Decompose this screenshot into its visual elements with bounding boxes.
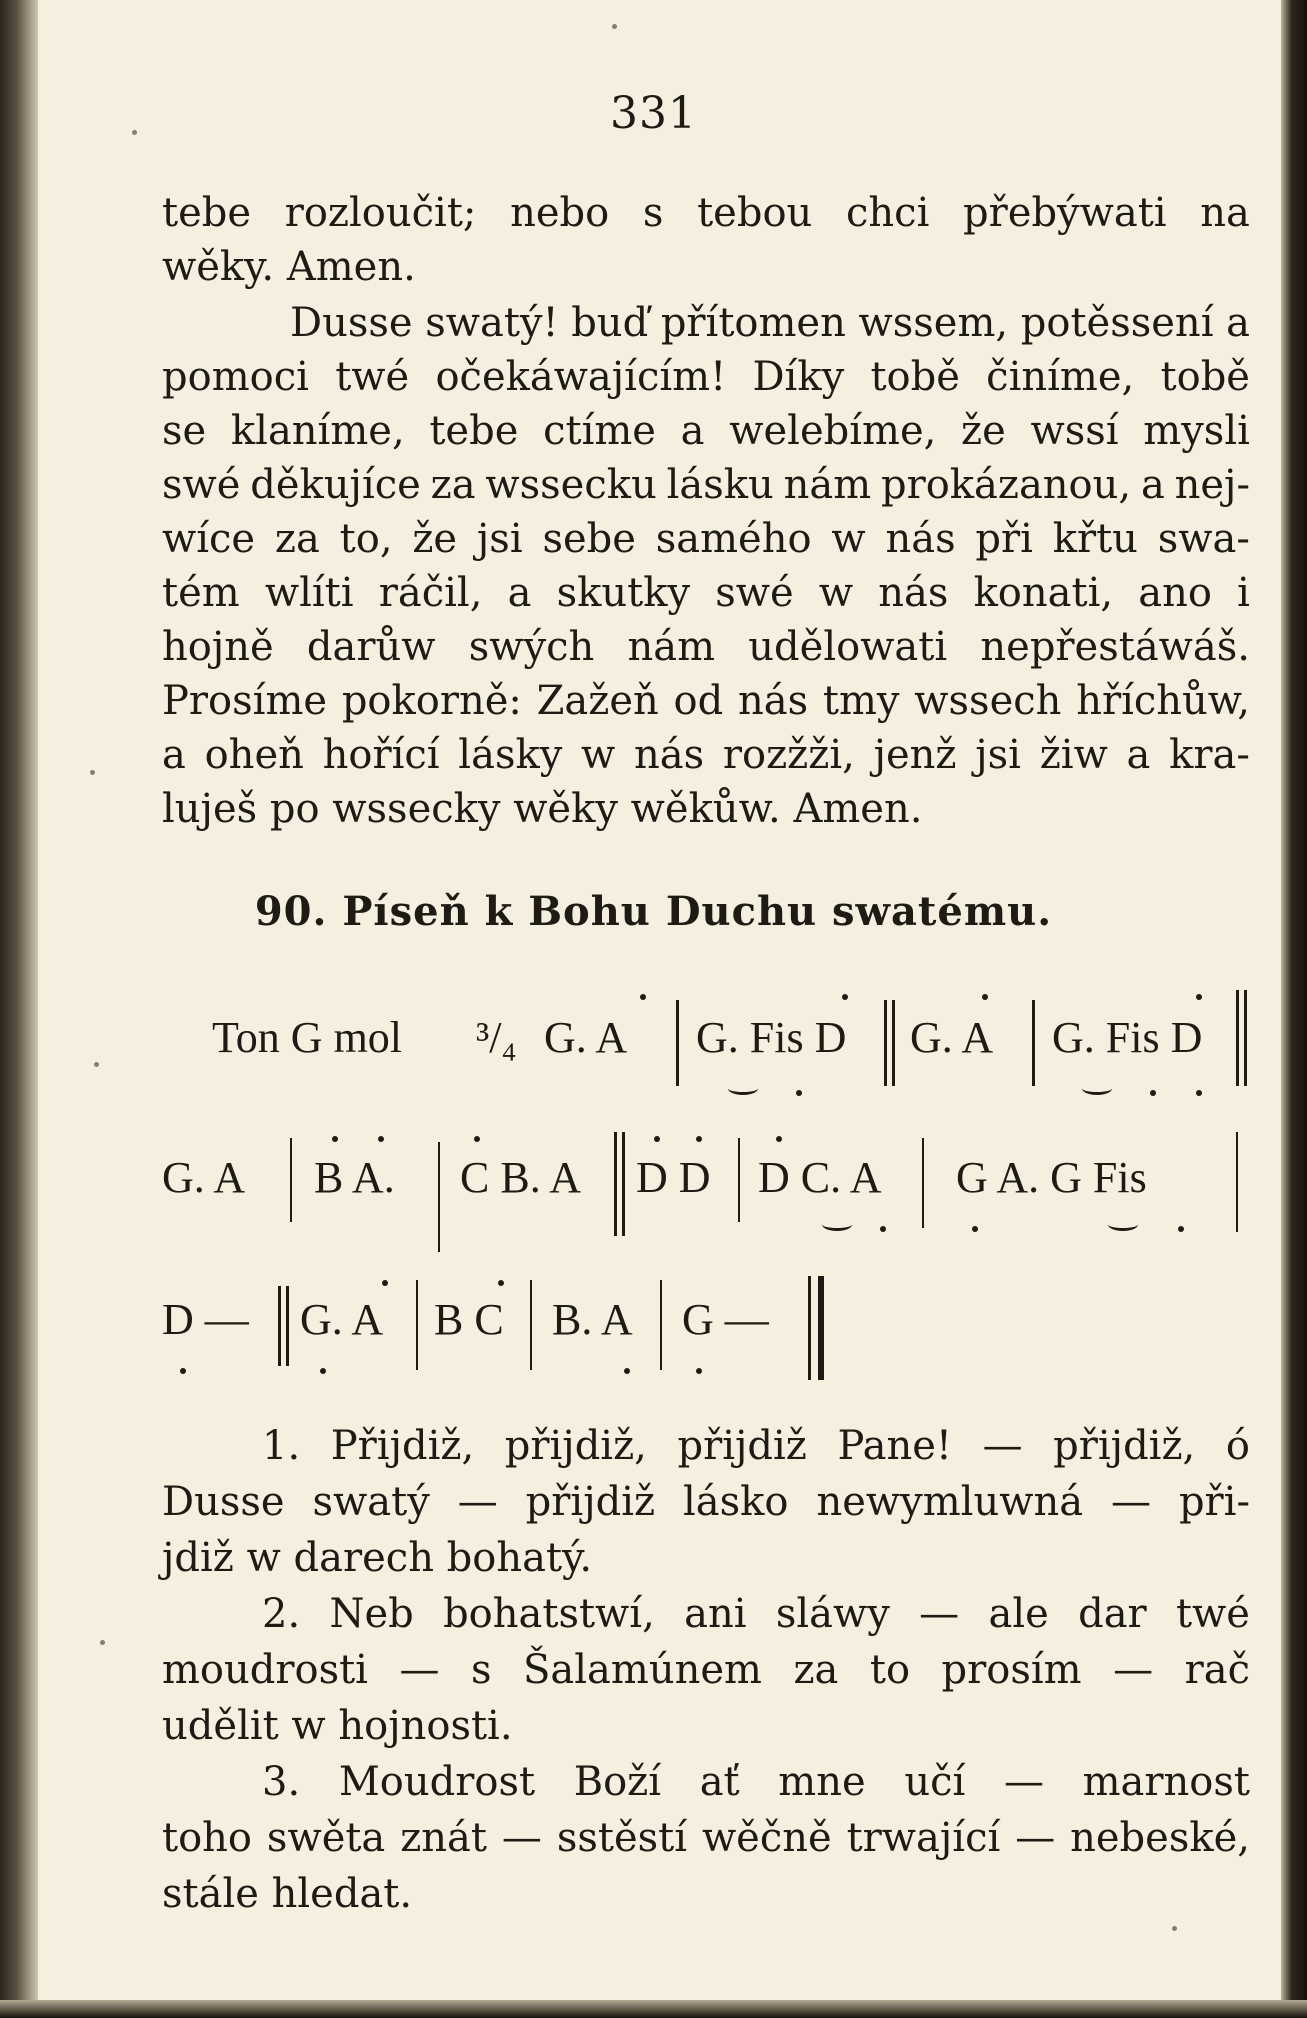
word: trwající [846,1815,1001,1861]
bar-line [416,1280,418,1370]
octave-dot [1196,1090,1202,1096]
word: a [1140,462,1165,508]
word: swých [468,624,595,670]
octave-dot [880,1226,886,1232]
word: Pane! [837,1423,952,1469]
word: ani [684,1591,747,1637]
word: Šalamúnem [523,1647,762,1693]
word: to, [339,516,393,562]
bar-line [1236,1132,1238,1232]
meter-label: ³/₄ [476,1013,517,1062]
word: lásku [666,462,774,508]
scan-speck [94,1062,99,1067]
word: — [1111,1479,1151,1525]
word: pomoci [162,354,309,400]
word: za [430,462,476,508]
word: — [1003,1759,1044,1805]
word: Přijdiž, [330,1423,475,1469]
word: za [793,1647,839,1693]
octave-dot [320,1368,326,1374]
word: od [673,678,724,724]
double-bar-line [622,1132,625,1236]
octave-dot [1178,1226,1184,1232]
word: tebe [162,190,252,236]
word: w [831,516,866,562]
octave-dot [776,1136,782,1142]
scan-speck [1172,1926,1177,1931]
word: nám [783,462,872,508]
word: nebo [510,190,610,236]
word: — [1113,1647,1154,1693]
word: s [642,190,664,236]
bar-line [290,1138,292,1222]
melody-measure: G. A [300,1295,384,1344]
word: 3. [262,1759,301,1805]
word: 2. [262,1591,301,1637]
word: — [399,1647,440,1693]
text-line [162,458,1250,512]
word: Zažeň [536,678,659,724]
word: twé [335,354,410,400]
octave-dot [498,1280,504,1286]
bar-line [438,1142,440,1252]
word: wssí [1030,408,1119,454]
text-line [162,1474,1250,1530]
double-bar-line [1236,990,1239,1086]
word: swé [715,570,794,616]
word: sstěstí [556,1815,688,1861]
word: ať [699,1759,740,1805]
double-bar-line [1244,990,1247,1086]
word: — [1015,1815,1056,1861]
word: wěčně [701,1815,832,1861]
word: přijdiž [525,1479,656,1525]
double-bar-line [286,1286,289,1366]
word: na [1200,190,1250,236]
text-line: udělit w hojnosti. [162,1703,513,1749]
text-line [162,1810,1250,1866]
verse-1 [162,1418,1250,1586]
word: wssecku [485,462,657,508]
word: a [162,732,186,778]
word: mne [778,1759,866,1805]
word: Moudrost [338,1759,536,1805]
bar-line [676,1000,679,1086]
text-line [162,1642,1250,1698]
word: w [581,732,616,778]
octave-dot [1196,994,1202,1000]
word: a [507,570,532,616]
word: tebe [429,408,519,454]
word: w [818,570,854,616]
text-line [162,186,1250,240]
word: to [869,1647,911,1693]
octave-dot [696,1136,702,1142]
octave-dot [332,1136,338,1142]
melody-measure: G — [682,1295,769,1344]
page-number: 331 [610,88,697,139]
word: bohatstwí, [443,1591,655,1637]
text-line [162,404,1250,458]
word: darůw [306,624,436,670]
word: tmy [822,678,900,724]
word: dar [1078,1591,1147,1637]
word: Dusse [162,1479,285,1525]
word: děkujíce [250,462,421,508]
word: učí [904,1759,966,1805]
word: swa- [1157,516,1250,562]
word: ano [1138,570,1212,616]
octave-dot [796,1090,802,1096]
word: a [680,408,705,454]
slur-mark [728,1082,758,1095]
melody-measure: C B. A [460,1153,582,1202]
word: wíce [162,516,256,562]
word: lásko [683,1479,789,1525]
word: udělowati [748,624,948,670]
melody-row-2 [0,1152,1307,1252]
word: nám [627,624,716,670]
prayer-paragraph [162,296,1250,836]
final-bar-line [818,1276,824,1380]
word: skutky [556,570,691,616]
word: ráčil, [378,570,483,616]
word: tém [162,570,240,616]
octave-dot [378,1136,384,1142]
word: wlíti [264,570,354,616]
word: pokorně: [341,678,522,724]
word: — [457,1479,498,1525]
octave-dot [180,1368,186,1374]
word: swé [162,462,241,508]
page-bottom-edge [0,2000,1307,2018]
word: přebýwati [963,190,1167,236]
word: nás [885,516,956,562]
text-line [162,620,1250,674]
octave-dot [972,1226,978,1232]
word: nej- [1174,462,1250,508]
word: očekáwajícím! [435,354,727,400]
text-line: luješ po wssecky wěky wěkůw. Amen. [162,786,923,832]
word: samého [655,516,812,562]
melody-measure: G. Fis D [1052,1013,1203,1062]
word: mysli [1143,408,1250,454]
text-line [162,350,1250,404]
word: welebíme, [729,408,937,454]
text-line [162,1586,1250,1642]
melody-row-3 [0,1294,1307,1394]
word: přítomen [660,300,846,346]
word: jsi [975,732,1021,778]
word: kra- [1169,732,1250,778]
word: lásky [458,732,563,778]
melody-row-1 [0,1012,1307,1112]
word: 1. [262,1423,301,1469]
word: — [501,1815,542,1861]
word: oheň [204,732,304,778]
melody-measure: D C. A [758,1153,882,1202]
word: potěssení [1020,300,1214,346]
word: rozžži, [722,732,855,778]
octave-dot [1150,1090,1156,1096]
double-bar-line [884,1000,887,1086]
word: toho [162,1815,252,1861]
word: Prosíme [162,678,328,724]
word: Boží [573,1759,662,1805]
word: nebeské, [1070,1815,1250,1861]
word: hříchůw, [1076,678,1250,724]
word: a [1126,732,1151,778]
verse-2 [162,1586,1250,1754]
word: s [470,1647,492,1693]
word: hojně [162,624,274,670]
word: přijdiž, [504,1423,647,1469]
word: nás [878,570,949,616]
word: že [961,408,1006,454]
slur-mark [822,1218,852,1231]
text-line: stále hledat. [162,1871,413,1917]
word: Neb [329,1591,414,1637]
word: swěta [266,1815,386,1861]
text-line: wěky. Amen. [162,244,416,290]
word: žiw [1039,732,1108,778]
word: ale [988,1591,1049,1637]
word: — [919,1591,960,1637]
page-binding-edge [0,0,38,2018]
octave-dot [640,994,646,1000]
octave-dot [696,1368,702,1374]
melody-measure: B. A [552,1295,633,1344]
text-line [162,674,1250,728]
word: prokázanou, [880,462,1132,508]
word: tobě [870,354,960,400]
word: sláwy [775,1591,890,1637]
word: sebe [542,516,636,562]
word: se [162,408,207,454]
text-line [162,1754,1250,1810]
word: Díky [752,354,845,400]
melody-measure: B C [434,1295,504,1344]
double-bar-line [614,1132,617,1236]
final-bar-line [808,1276,811,1380]
text-line [162,1418,1250,1474]
word: moudrosti [162,1647,368,1693]
bar-line [1032,1000,1035,1086]
text-line: jdiž w darech bohatý. [162,1535,593,1581]
word: buď [571,300,649,346]
word: přijdiž [677,1423,807,1469]
word: newymluwná [816,1479,1084,1525]
word: tobě [1160,354,1250,400]
scan-speck [100,1640,105,1645]
bar-line [660,1280,662,1370]
word: wssech [914,678,1062,724]
word: přijdiž, [1053,1423,1196,1469]
octave-dot [382,1280,388,1286]
word: prosím [941,1647,1082,1693]
word: jenž [873,732,957,778]
word: — [982,1423,1023,1469]
word: klaníme, [230,408,405,454]
word: nás [738,678,809,724]
text-line [162,296,1250,350]
word: nepřestáwáš. [980,624,1250,670]
word: twé [1175,1591,1250,1637]
octave-dot [982,994,988,1000]
melody-measure: D D [636,1153,711,1202]
hymn-heading: 90. Píseň k Bohu Duchu swatému. [254,888,1053,935]
text-line [162,566,1250,620]
octave-dot [624,1368,630,1374]
scan-speck [612,24,617,29]
word: ctíme [543,408,656,454]
scan-speck [90,770,95,775]
bar-line [530,1280,532,1370]
word: konati, [973,570,1114,616]
word: swatý! [425,300,559,346]
word: za [274,516,320,562]
slur-mark [1082,1082,1112,1095]
melody-measure: D — [162,1295,249,1344]
melody-measure: G. A [544,1013,628,1062]
prayer-ending [162,186,1250,294]
melody-measure: B A. [314,1153,395,1202]
bar-line [738,1138,740,1222]
text-line [162,728,1250,782]
word: že [412,516,458,562]
double-bar-line [278,1286,281,1366]
slur-mark [1108,1218,1138,1231]
scan-speck [132,130,137,135]
word: při [975,516,1033,562]
melody-measure: G. A [910,1013,994,1062]
word: chci [846,190,930,236]
octave-dot [474,1136,480,1142]
word: znát [400,1815,487,1861]
key-label: Ton G mol [212,1013,403,1062]
word: ó [1225,1423,1250,1469]
word: a [1226,300,1250,346]
verse-3 [162,1754,1250,1922]
text-line [162,512,1250,566]
double-bar-line [892,1000,895,1086]
word: křtu [1052,516,1138,562]
octave-dot [654,1136,660,1142]
bar-line [922,1138,924,1228]
word: nás [634,732,705,778]
word: při- [1178,1479,1250,1525]
word: i [1237,570,1250,616]
word: swatý [312,1479,430,1525]
word: rač [1184,1647,1250,1693]
word: jsi [476,516,523,562]
word: wssem, [858,300,1009,346]
octave-dot [842,994,848,1000]
word: tebou [697,190,813,236]
melody-measure: G A. G Fis [956,1153,1147,1202]
word: Dusse [290,300,413,346]
word: marnost [1082,1759,1250,1805]
melody-measure: G. A [162,1153,246,1202]
word: činíme, [986,354,1135,400]
word: hořící [322,732,440,778]
page-outer-edge [1281,0,1307,2018]
word: rozloučit; [284,190,477,236]
melody-measure: G. Fis D [696,1013,847,1062]
